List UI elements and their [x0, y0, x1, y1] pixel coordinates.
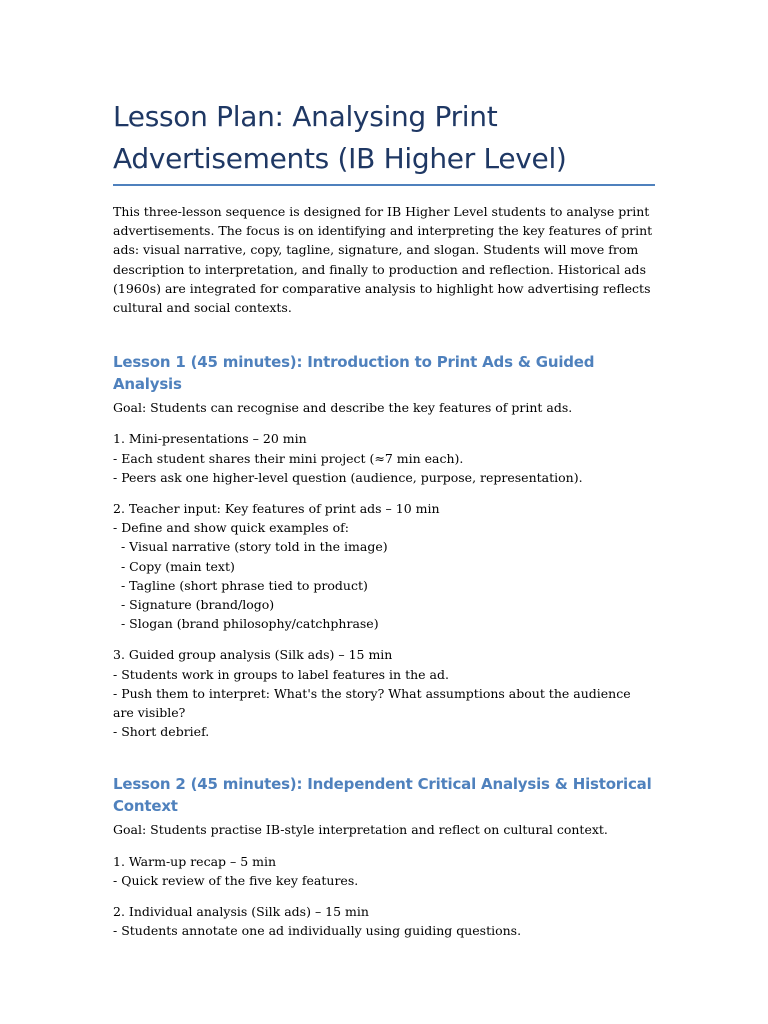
step-sub-bullet: - Tagline (short phrase tied to product) — [113, 577, 368, 593]
page-title: Lesson Plan: Analysing Print Advertisements (IB Higher Level) — [113, 96, 655, 186]
step-bullet: - Students work in groups to label features in the ad. — [113, 666, 449, 682]
step-bullet: - Students annotate one ad individually using guiding questions. — [113, 923, 522, 939]
step-bullet: - Push them to interpret: What's the story? What assumptions about the audience are visible? — [113, 685, 635, 721]
step-sub-bullet: - Copy (main text) — [113, 558, 235, 574]
step-bullet: - Quick review of the five key features. — [113, 872, 359, 888]
step-bullet: - Each student shares their mini project (≈7 min each). — [113, 450, 464, 466]
lesson-1-section — [113, 351, 655, 741]
step-title: 3. Guided group analysis (Silk ads) – 15 min — [113, 647, 393, 663]
step-sub-bullet: - Slogan (brand philosophy/catchphrase) — [113, 616, 379, 632]
step-title: 1. Warm-up recap – 5 min — [113, 853, 277, 869]
step-title: 2. Teacher input: Key features of print ads – 10 min — [113, 501, 440, 517]
lesson-1-step-1 — [113, 429, 655, 487]
step-sub-bullet: - Signature (brand/logo) — [113, 597, 275, 613]
lesson-2-step-2 — [113, 902, 655, 940]
step-title: 2. Individual analysis (Silk ads) – 15 min — [113, 904, 369, 920]
step-bullet: - Peers ask one higher-level question (audience, purpose, representation). — [113, 469, 583, 485]
lesson-1-step-2 — [113, 499, 655, 633]
lesson-1-heading: Lesson 1 (45 minutes): Introduction to Print Ads & Guided Analysis — [113, 353, 595, 394]
step-bullet: - Define and show quick examples of: — [113, 520, 350, 536]
lesson-2-heading: Lesson 2 (45 minutes): Independent Critical Analysis & Historical Context — [113, 775, 652, 816]
lesson-1-goal: Goal: Students can recognise and describe the key features of print ads. — [113, 400, 573, 416]
step-sub-bullet: - Visual narrative (story told in the image) — [113, 539, 388, 555]
document-page — [113, 96, 655, 940]
lesson-1-step-3 — [113, 645, 655, 741]
lesson-2-step-1 — [113, 852, 655, 890]
lesson-2-section — [113, 773, 655, 940]
lesson-2-goal: Goal: Students practise IB-style interpretation and reflect on cultural context. — [113, 822, 608, 838]
intro-paragraph: This three-lesson sequence is designed for IB Higher Level students to analyse print advertisements. The focus is on identifying and interpreting the key features of print ads: visual narrative, copy, tagline, signature, and slogan. Students will move from description to interpretation, and finally to production and reflection. Historical ads (1960s) are integrated for comparative analysis to highlight how advertising reflects cultural and social contexts. — [113, 204, 653, 316]
step-title: 1. Mini-presentations – 20 min — [113, 431, 307, 447]
step-bullet: - Short debrief. — [113, 724, 210, 740]
